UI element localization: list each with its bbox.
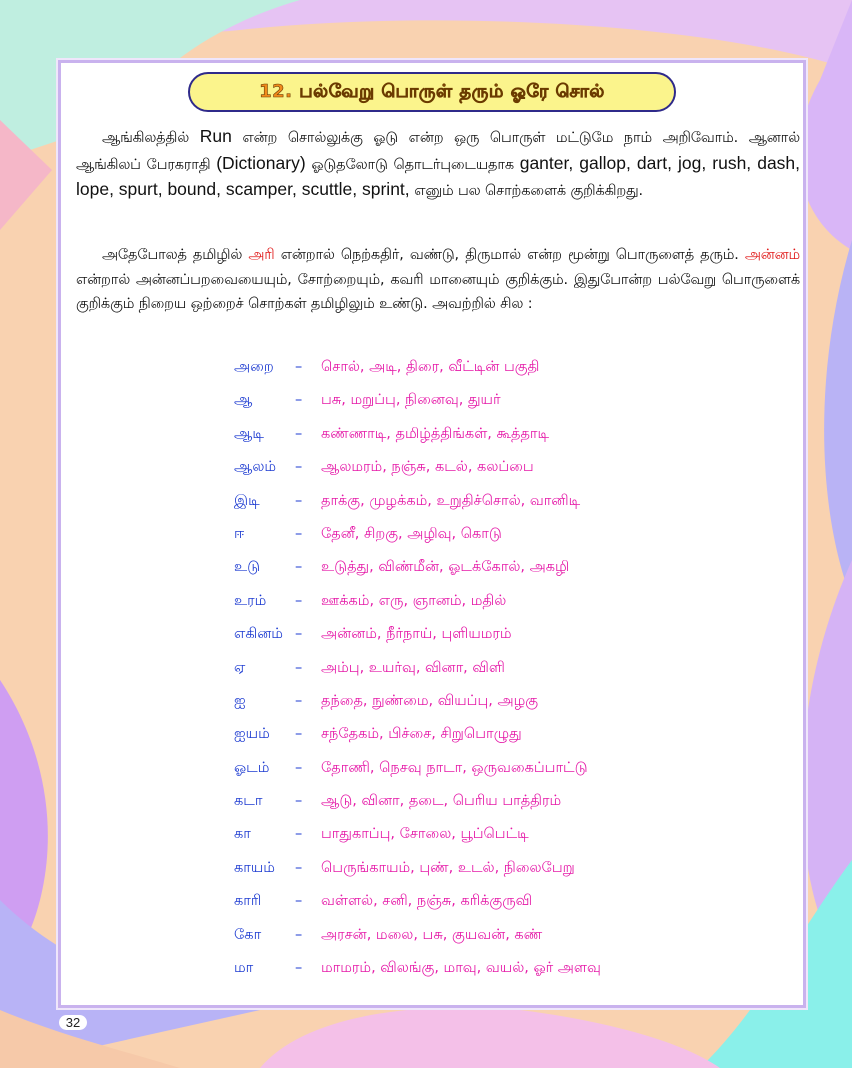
list-meaning: சொல், அடி, திரை, வீட்டின் பகுதி (321, 359, 540, 375)
list-item (234, 954, 754, 987)
intro-paragraph-2 (76, 243, 800, 317)
p1-text-g: எனும் பல சொற்களைக் குறிக்கிறது. (414, 183, 644, 199)
list-meaning: ஆடு, வினா, தடை, பெரிய பாத்திரம் (321, 793, 562, 810)
chapter-title-banner (188, 72, 676, 112)
list-item (234, 453, 754, 486)
p1-english-words: ganter, gallop, dart, jog, rush, dash, lope, spurt, bound, scamper, scuttle, sprint, (76, 152, 801, 199)
p1-text-e: ஓடுதலோடு தொடர்புடையதாக (311, 156, 514, 173)
list-dash: – (295, 459, 303, 476)
list-item (234, 887, 754, 920)
list-dash: – (295, 960, 303, 977)
list-dash: – (295, 492, 303, 509)
list-dash: – (295, 893, 303, 910)
intro-paragraph-1 (76, 124, 800, 204)
list-meaning: தந்தை, நுண்மை, வியப்பு, அழகு (321, 692, 539, 709)
list-word: அறை (234, 359, 274, 375)
list-item (234, 420, 754, 453)
list-meaning: உடுத்து, விண்மீன், ஓடக்கோல், அகழி (321, 559, 570, 576)
list-meaning: பாதுகாப்பு, சோலை, பூப்பெட்டி (321, 826, 529, 843)
list-item (234, 654, 754, 687)
list-item (234, 787, 754, 820)
list-meaning: தாக்கு, முழக்கம், உறுதிச்சொல், வானிடி (321, 492, 581, 509)
list-meaning: பசு, மறுப்பு, நினைவு, துயர் (321, 392, 501, 409)
list-item (234, 587, 754, 620)
list-dash: – (295, 525, 303, 542)
list-dash: – (295, 692, 303, 709)
p1-english-dictionary: (Dictionary) (216, 152, 306, 173)
list-meaning: அரசன், மலை, பசு, குயவன், கண் (321, 926, 543, 943)
p1-text-a: ஆங்கிலத்தில் (102, 130, 190, 146)
list-dash: – (295, 626, 303, 643)
list-dash: – (295, 926, 303, 943)
p2-text-b: என்றால் நெற்கதிர், வண்டு, திருமால் என்ற மூன்று பொருளைத் தரும். (280, 247, 739, 263)
list-word: காயம் (234, 859, 275, 876)
list-word: ஆ (234, 392, 253, 409)
list-meaning: ஆலமரம், நஞ்சு, கடல், கலப்பை (321, 459, 534, 476)
list-word: எகினம் (234, 626, 283, 643)
list-word: கடா (234, 793, 263, 810)
list-meaning: கண்ணாடி, தமிழ்த்திங்கள், கூத்தாடி (321, 425, 550, 442)
list-dash: – (295, 592, 303, 609)
list-word: ஏ (234, 659, 246, 676)
list-dash: – (295, 392, 303, 409)
list-meaning: பெருங்காயம், புண், உடல், நிலைபேறு (321, 859, 575, 876)
highlight-annam: அன்னம் (744, 247, 801, 263)
list-item (234, 820, 754, 853)
list-word: கா (234, 826, 251, 843)
list-meaning: ஊக்கம், எரு, ஞானம், மதில் (321, 592, 507, 609)
list-word: ஆலம் (234, 459, 277, 476)
list-word: உடு (234, 559, 261, 576)
list-meaning: தோணி, நெசவு நாடா, ஒருவகைப்பாட்டு (321, 759, 588, 776)
list-dash: – (295, 793, 303, 810)
list-item (234, 353, 754, 386)
list-meaning: வள்ளல், சனி, நஞ்சு, கரிக்குருவி (321, 893, 533, 910)
list-word: இடி (234, 492, 260, 509)
word-meaning-list (234, 353, 754, 987)
list-meaning: சந்தேகம், பிச்சை, சிறுபொழுது (321, 726, 522, 743)
highlight-ari: அரி (248, 247, 275, 263)
list-item (234, 487, 754, 520)
p1-english-run: Run (199, 126, 232, 146)
list-item (234, 720, 754, 753)
list-item (234, 854, 754, 887)
list-meaning: அன்னம், நீர்நாய், புளியமரம் (321, 626, 512, 643)
p1-text-c: என்ற சொல்லுக்கு ஓடு என்ற ஒரு பொருள் மட்டுமே நாம் அறிவோம். ஆனால் ஆங்கிலப் பேரகராதி (76, 130, 801, 173)
p2-text-a: அதேபோலத் தமிழில் (102, 247, 243, 263)
list-meaning: தேனீ, சிறகு, அழிவு, கொடு (321, 525, 502, 542)
list-word: ஐ (234, 692, 246, 709)
list-word: கோ (234, 926, 262, 943)
list-dash: – (295, 859, 303, 876)
list-word: ஆடி (234, 425, 264, 442)
list-word: காரி (234, 893, 262, 910)
list-word: மா (234, 960, 254, 977)
list-dash: – (295, 559, 303, 576)
page-number: 32 (59, 1015, 87, 1030)
list-dash: – (295, 659, 303, 676)
p2-text-c: என்றால் அன்னப்பறவையையும், சோற்றையும், கவரி மானையும் குறிக்கும். இதுபோன்ற பல்வேறு பொருளைக் குறிக்கும் நிறைய ஒற்றைச் சொற்கள் தமிழிலும் உண்டு. அவற்றில் சில : (76, 271, 800, 312)
list-word: ஈ (234, 525, 245, 542)
list-item (234, 620, 754, 653)
list-dash: – (295, 759, 303, 776)
list-item (234, 520, 754, 553)
list-item (234, 754, 754, 787)
list-word: ஓடம் (234, 759, 270, 776)
chapter-title: 12. பல்வேறு பொருள் தரும் ஓரே சொல் (259, 80, 605, 102)
list-meaning: மாமரம், விலங்கு, மாவு, வயல், ஓர் அளவு (321, 960, 601, 977)
list-item (234, 921, 754, 954)
list-item (234, 553, 754, 586)
list-item (234, 687, 754, 720)
list-dash: – (295, 726, 303, 743)
list-dash: – (295, 826, 303, 843)
list-item (234, 386, 754, 419)
list-word: உரம் (234, 592, 267, 609)
list-dash: – (295, 425, 303, 442)
list-word: ஐயம் (234, 726, 270, 743)
list-dash: – (295, 359, 303, 375)
list-meaning: அம்பு, உயர்வு, வினா, விளி (321, 659, 505, 676)
